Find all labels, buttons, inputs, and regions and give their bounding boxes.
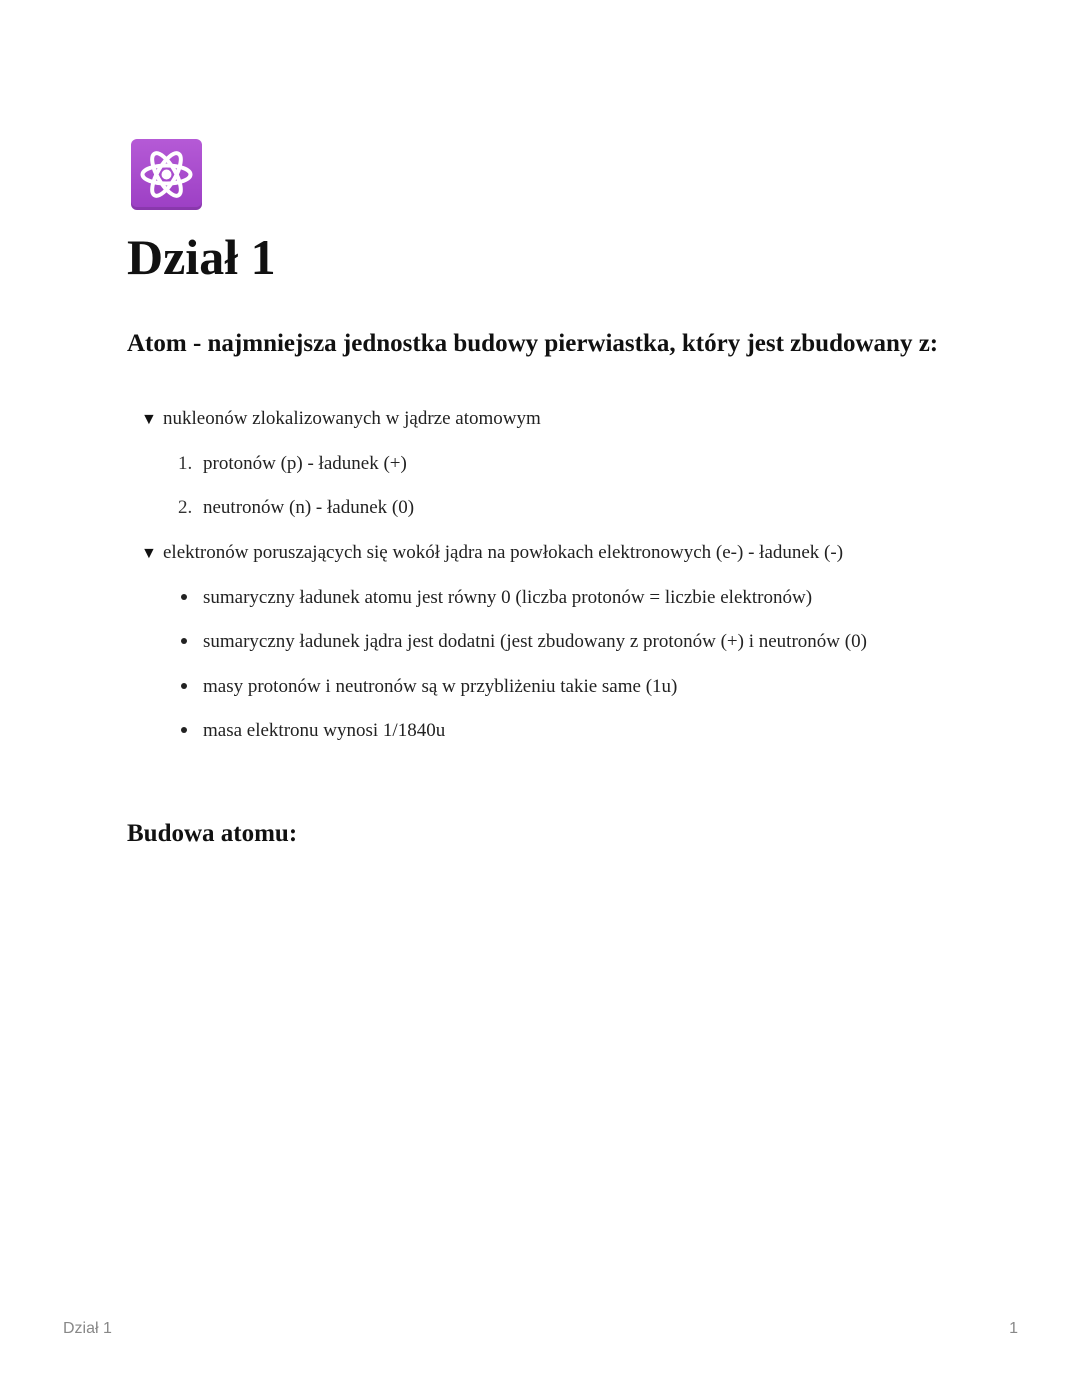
list-item-text: sumaryczny ładunek atomu jest równy 0 (liczba protonów = liczbie elektronów) [203,587,813,608]
footer-doc-title: Dział 1 [63,1320,112,1337]
intro-heading: Atom - najmniejsza jednostka budowy pierwiastka, który jest zbudowany z: [127,330,939,357]
list-number: 1. [178,453,193,474]
toggle-electrons[interactable] [141,540,843,567]
page-icon [131,139,202,210]
list-item [178,585,812,611]
toggle-label: nukleonów zlokalizowanych w jądrze atomowym [163,408,541,429]
list-item [178,451,407,477]
list-item-text: protonów (p) - ładunek (+) [203,453,407,474]
list-item [178,718,445,744]
list-item [178,629,867,655]
bullet-icon [181,683,187,689]
list-item-text: masy protonów i neutronów są w przybliżeniu takie same (1u) [203,676,678,697]
list-item-text: neutronów (n) - ładunek (0) [203,497,415,518]
list-item [178,674,677,700]
toggle-triangle-icon[interactable]: ▼ [141,545,157,562]
list-item-text: masa elektronu wynosi 1/1840u [203,720,446,741]
list-number: 2. [178,497,193,518]
list-item-text: sumaryczny ładunek jądra jest dodatni (jest zbudowany z protonów (+) i neutronów (0) [203,631,867,652]
page-title: Dział 1 [127,229,276,285]
toggle-label: elektronów poruszających się wokół jądra na powłokach elektronowych (e-) - ładunek (-) [163,542,844,563]
bullet-icon [181,727,187,733]
bullet-icon [181,594,187,600]
atom-symbol-icon [131,139,202,210]
page-number: 1 [1009,1320,1018,1337]
bullet-icon [181,638,187,644]
list-item [178,495,414,521]
toggle-triangle-icon[interactable]: ▼ [141,411,157,428]
toggle-nucleons[interactable] [141,406,541,433]
section-heading: Budowa atomu: [127,820,298,847]
